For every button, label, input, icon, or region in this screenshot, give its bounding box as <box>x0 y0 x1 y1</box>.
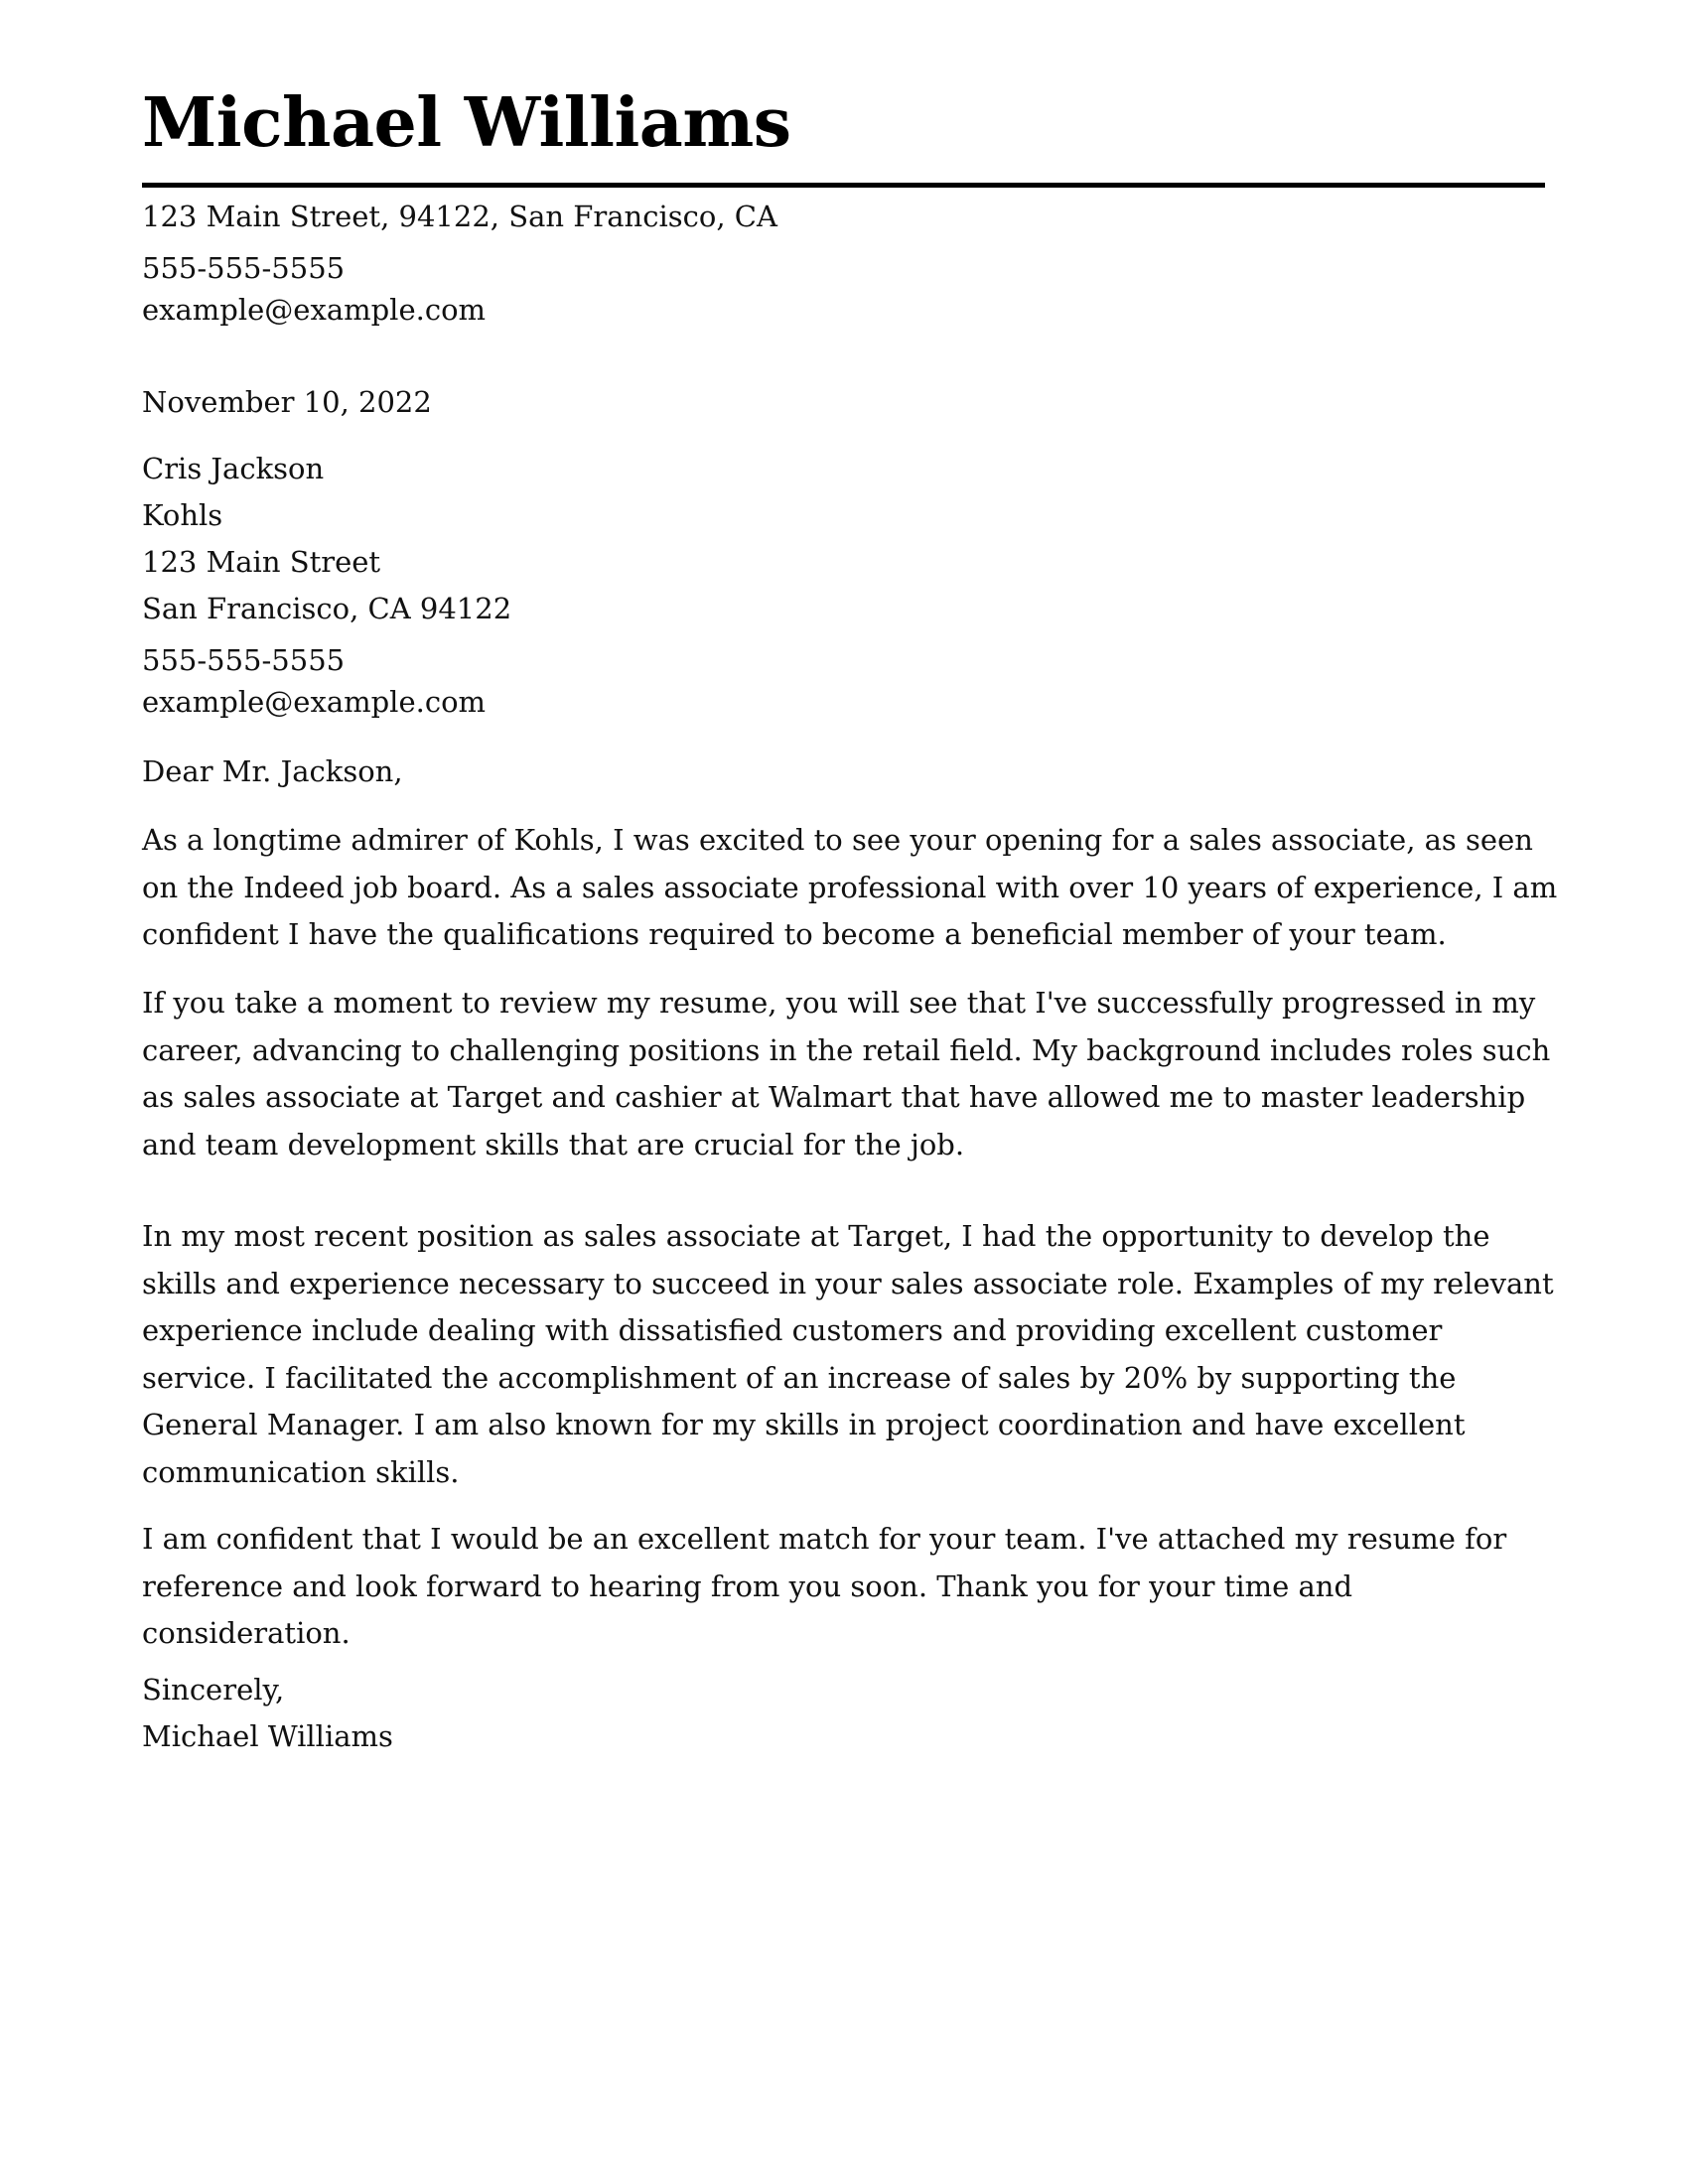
paragraph-line: skills and experience necessary to succeed in your sales associate role. Examples of my relevant <box>142 1266 1554 1300</box>
salutation: Dear Mr. Jackson, <box>142 754 403 788</box>
recipient-email: example@example.com <box>142 685 487 719</box>
sender-email: example@example.com <box>142 293 487 327</box>
paragraph-line: career, advancing to challenging positions in the retail field. My background includes roles such <box>142 1032 1551 1067</box>
recipient-company: Kohls <box>142 498 223 532</box>
paragraph-line: experience include dealing with dissatisfied customers and providing excellent customer <box>142 1313 1443 1347</box>
body-paragraph-4 <box>142 1516 1552 1658</box>
paragraph-line: on the Indeed job board. As a sales associate professional with over 10 years of experience, I am <box>142 870 1558 904</box>
paragraph-line: I am confident that I would be an excellent match for your team. I've attached my resume for <box>142 1522 1507 1556</box>
body-paragraph-2 <box>142 980 1552 1168</box>
body-paragraph-3 <box>142 1213 1552 1496</box>
paragraph-line: confident I have the qualifications required to become a beneficial member of your team. <box>142 917 1447 951</box>
paragraph-line: reference and look forward to hearing from you soon. Thank you for your time and <box>142 1569 1353 1603</box>
paragraph-line: If you take a moment to review my resume, you will see that I've successfully progressed in my <box>142 986 1536 1020</box>
paragraph-line: General Manager. I am also known for my skills in project coordination and have excellent <box>142 1408 1466 1441</box>
paragraph-line: as sales associate at Target and cashier at Walmart that have allowed me to master leadership <box>142 1080 1526 1114</box>
signature-name: Michael Williams <box>142 1719 393 1753</box>
paragraph-line: communication skills. <box>142 1454 460 1489</box>
paragraph-line: In my most recent position as sales associate at Target, I had the opportunity to develop the <box>142 1219 1490 1253</box>
letter-date: November 10, 2022 <box>142 385 432 419</box>
recipient-phone: 555-555-5555 <box>142 643 346 677</box>
paragraph-line: service. I facilitated the accomplishment of an increase of sales by 20% by supporting the <box>142 1360 1457 1395</box>
paragraph-line: and team development skills that are crucial for the job. <box>142 1127 965 1161</box>
closing: Sincerely, <box>142 1673 285 1706</box>
paragraph-line: consideration. <box>142 1616 351 1650</box>
body-paragraph-1 <box>142 817 1558 959</box>
recipient-name: Cris Jackson <box>142 452 325 485</box>
sender-address: 123 Main Street, 94122, San Francisco, CA <box>142 200 777 233</box>
recipient-street: 123 Main Street <box>142 545 381 579</box>
sender-name-heading: Michael Williams <box>142 83 791 163</box>
paragraph-line: As a longtime admirer of Kohls, I was excited to see your opening for a sales associate, as seen <box>142 823 1533 857</box>
header-divider <box>142 183 1545 188</box>
sender-phone: 555-555-5555 <box>142 251 346 285</box>
recipient-city-state-zip: San Francisco, CA 94122 <box>142 592 512 625</box>
